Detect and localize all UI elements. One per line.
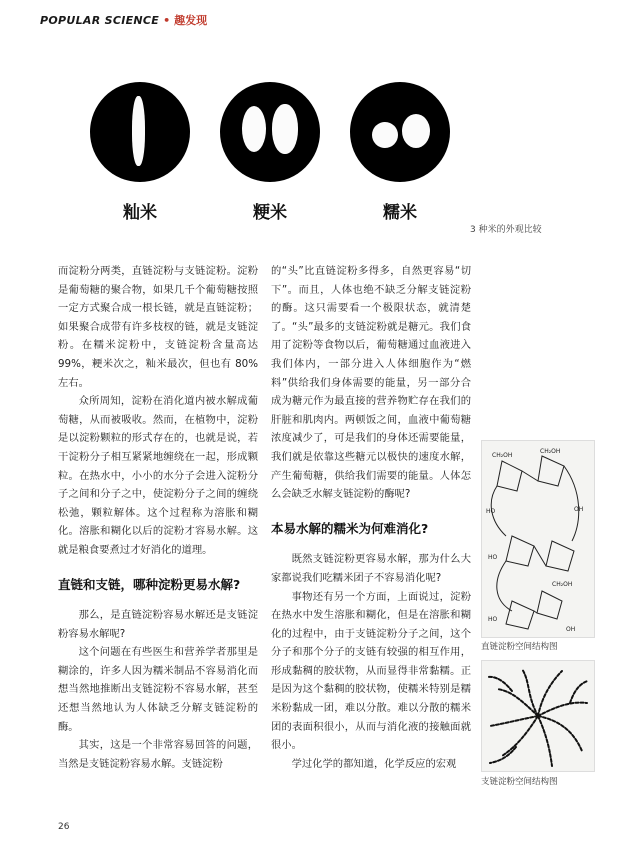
- page-number: 26: [58, 822, 70, 832]
- japonica-grain-image: [220, 82, 320, 182]
- indica-grain-image: [90, 82, 190, 182]
- section-name: 趣发现: [174, 14, 208, 27]
- diagram-label: OH: [566, 626, 576, 633]
- grain-label: 糯米: [383, 203, 417, 223]
- paragraph: 那么，是直链淀粉容易水解还是支链淀粉容易水解呢?: [58, 609, 258, 640]
- diagram-label: HO: [486, 508, 496, 515]
- header-dot: •: [163, 14, 171, 27]
- diagram-label: OH: [574, 506, 584, 513]
- magazine-brand: POPULAR SCIENCE: [40, 14, 160, 27]
- paragraph: 而淀粉分两类，直链淀粉与支链淀粉。淀粉是葡萄糖的聚合物，如果几千个葡萄糖按照一定方式聚合成一根长链，就是直链淀粉；如果聚合成带有许多枝杈的链，就是支链淀粉。在糯米淀粉中，支链淀粉含量高达 99%，粳米次之，籼米最次，但也有 80% 左右。: [58, 265, 258, 389]
- diagram-label: CH₂OH: [552, 581, 573, 588]
- page-header: [40, 12, 207, 28]
- diagram-label: HO: [488, 616, 498, 623]
- section-heading: 直链和支链，哪种淀粉更易水解?: [58, 576, 241, 592]
- paragraph: 的“头”比直链淀粉多得多，自然更容易“切下”。而且，人体也绝不缺乏分解支链淀粉的酶。这只需要看一个极限状态，就清楚了。“头”最多的支链淀粉就是糖元。我们食用了淀粉等食物以后，葡萄糖通过血液进入我们体内，一部分进入人体细胞作为“燃料”供给我们身体需要的能量，另一部分合成为糖元作为最直接的营养物贮存在我们的肝脏和肌肉内。两顿饭之间，血液中葡萄糖浓度减少了，可是我们的身体还需要能量，我们就是依靠这些糖元以极快的速度水解，产生葡萄糖，供给我们需要的能量。人体怎么会缺乏水解支链淀粉的酶呢?: [271, 265, 471, 501]
- figure-caption: 3 种米的外观比较: [470, 225, 542, 235]
- grain-japonica: [220, 82, 320, 223]
- glutinous-grain-image: [350, 82, 450, 182]
- paragraph: 其实，这是一个非常容易回答的问题，当然是支链淀粉容易水解。支链淀粉: [58, 739, 258, 770]
- amylopectin-structure-diagram: [481, 660, 595, 772]
- paragraph: 众所周知，淀粉在消化道内被水解成葡萄糖，从而被吸收。然而，在植物中，淀粉是以淀粉颗粒的形式存在的，也就是说，若干淀粉分子相互紧紧地缠绕在一起，形成颗粒。在热水中，小小的水分子会进入淀粉分子之间和分子之中，使淀粉分子之间的缠绕松弛，颗粒解体。这个过程称为溶胀和糊化。溶胀和糊化以后的淀粉才容易水解。这就是粮食要煮过才好消化的道理。: [58, 395, 258, 556]
- grain-label: 籼米: [123, 203, 157, 223]
- paragraph: 既然支链淀粉更容易水解，那为什么大家都说我们吃糯米团子不容易消化呢?: [271, 553, 471, 584]
- diagram-label: HO: [488, 554, 498, 561]
- diagram-label: CH₂OH: [492, 452, 513, 459]
- rice-comparison-figure: [90, 82, 450, 232]
- amylose-caption: 直链淀粉空间结构图: [481, 642, 558, 652]
- grain-glutinous: [350, 82, 450, 223]
- amylopectin-caption: 支链淀粉空间结构图: [481, 777, 558, 787]
- paragraph: 学过化学的都知道，化学反应的宏观: [291, 757, 457, 770]
- grain-label: 粳米: [253, 203, 287, 223]
- text-column-2: [271, 262, 471, 773]
- diagram-label: CH₂OH: [540, 448, 561, 455]
- paragraph: 这个问题在有些医生和营养学者那里是糊涂的，许多人因为糯米制品不容易消化而想当然地推断出支链淀粉不容易水解，甚至还想当然地认为人体缺乏分解支链淀粉的酶。: [58, 646, 258, 733]
- section-heading: 本易水解的糯米为何难消化?: [271, 520, 429, 536]
- paragraph: 事物还有另一个方面，上面说过，淀粉在热水中发生溶胀和糊化，但是在溶胀和糊化的过程中，由于支链淀粉分子之间，这个分子和那个分子的支链有较强的相互作用，形成黏稠的胶状物，从而显得非常黏糯。正是因为这个黏稠的胶状物，使糯米特别是糯米粉黏成一团，难以分散。难以分散的糯米团的表面积很小，从而与消化液的接触面就很小。: [271, 590, 471, 752]
- grain-indica: [90, 82, 190, 223]
- text-column-1: [58, 262, 258, 773]
- amylose-structure-diagram: [481, 440, 595, 638]
